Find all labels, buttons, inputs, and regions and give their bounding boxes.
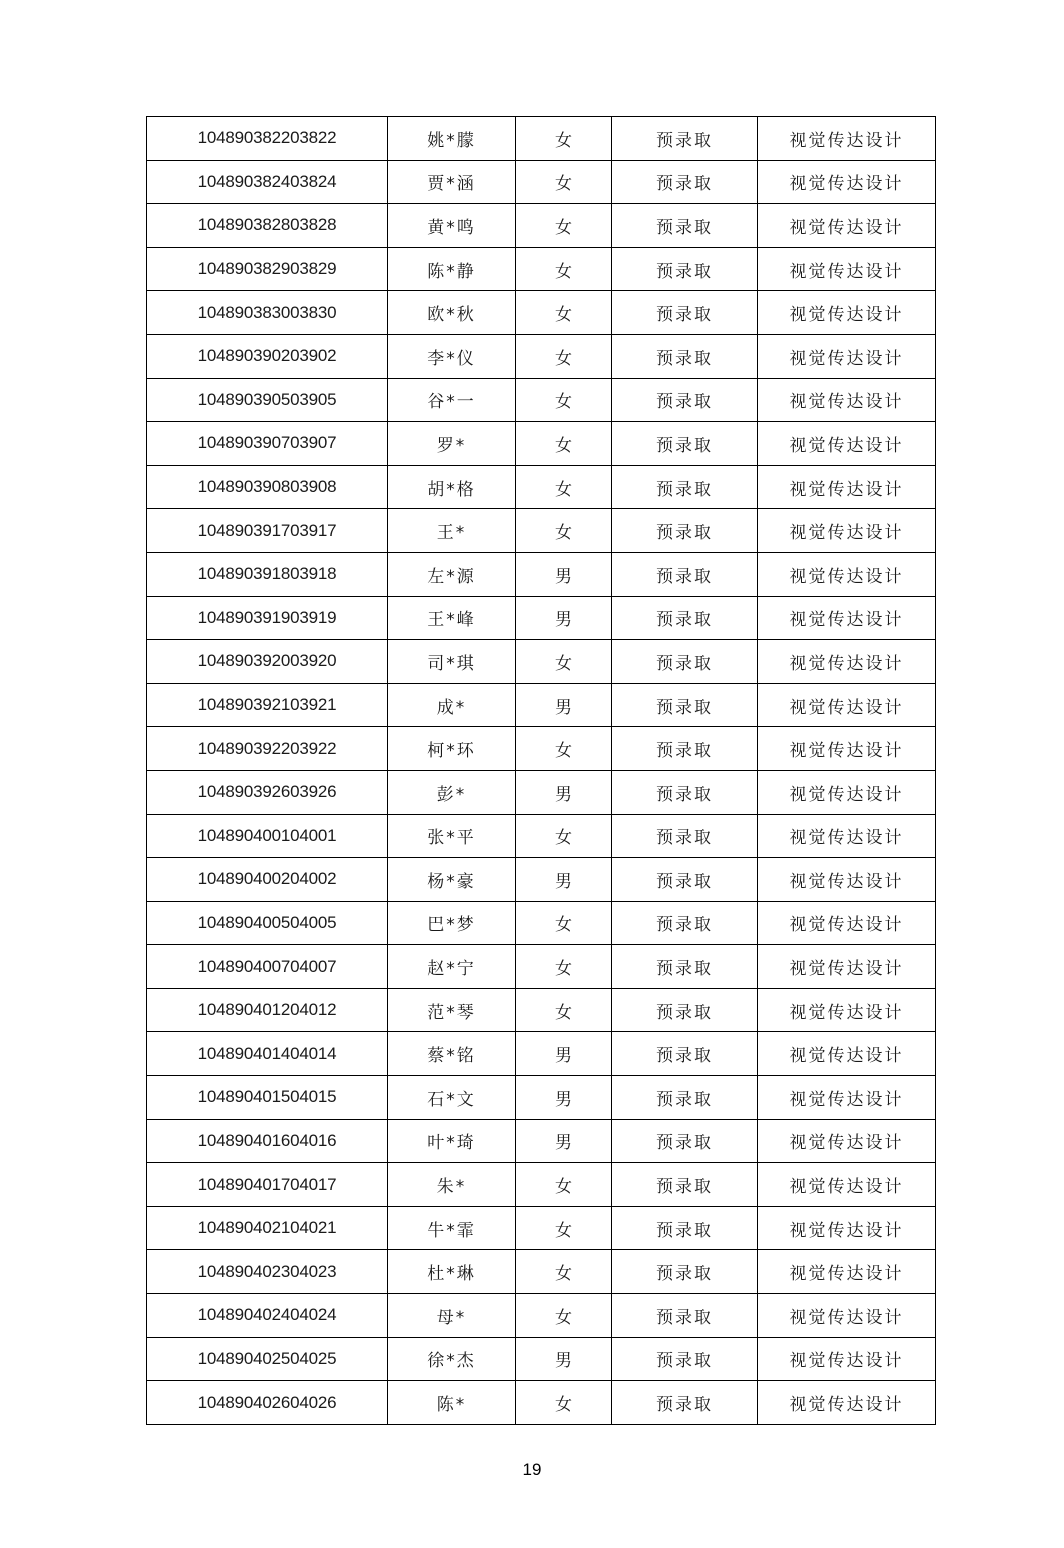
admission-status-cell: 预录取 <box>612 1294 758 1338</box>
admission-status-cell: 预录取 <box>612 1206 758 1250</box>
candidate-id-cell: 104890390203902 <box>147 334 388 378</box>
candidate-name-cell: 牛*霏 <box>388 1206 516 1250</box>
table-row <box>147 204 936 248</box>
candidate-name-cell: 王*峰 <box>388 596 516 640</box>
candidate-id-cell: 104890400104001 <box>147 814 388 858</box>
table-row <box>147 683 936 727</box>
candidate-name-cell: 李*仪 <box>388 334 516 378</box>
admission-status-cell: 预录取 <box>612 291 758 335</box>
candidate-name-cell: 范*琴 <box>388 988 516 1032</box>
candidate-name-cell: 姚*朦 <box>388 117 516 161</box>
major-cell: 视觉传达设计 <box>758 1119 936 1163</box>
candidate-name-cell: 石*文 <box>388 1076 516 1120</box>
major-cell: 视觉传达设计 <box>758 988 936 1032</box>
gender-cell: 女 <box>516 247 612 291</box>
gender-cell: 女 <box>516 378 612 422</box>
admission-status-cell: 预录取 <box>612 901 758 945</box>
major-cell: 视觉传达设计 <box>758 1294 936 1338</box>
major-cell: 视觉传达设计 <box>758 117 936 161</box>
table-row <box>147 160 936 204</box>
admission-status-cell: 预录取 <box>612 378 758 422</box>
admission-status-cell: 预录取 <box>612 1076 758 1120</box>
gender-cell: 男 <box>516 1337 612 1381</box>
candidate-id-cell: 104890391803918 <box>147 552 388 596</box>
major-cell: 视觉传达设计 <box>758 247 936 291</box>
major-cell: 视觉传达设计 <box>758 640 936 684</box>
table-row <box>147 1076 936 1120</box>
candidate-name-cell: 叶*琦 <box>388 1119 516 1163</box>
admission-status-cell: 预录取 <box>612 1119 758 1163</box>
candidate-id-cell: 104890392103921 <box>147 683 388 727</box>
candidate-id-cell: 104890400204002 <box>147 858 388 902</box>
major-cell: 视觉传达设计 <box>758 204 936 248</box>
table-row <box>147 770 936 814</box>
major-cell: 视觉传达设计 <box>758 291 936 335</box>
candidate-id-cell: 104890383003830 <box>147 291 388 335</box>
table-row <box>147 1119 936 1163</box>
candidate-name-cell: 徐*杰 <box>388 1337 516 1381</box>
major-cell: 视觉传达设计 <box>758 1163 936 1207</box>
gender-cell: 女 <box>516 814 612 858</box>
table-row <box>147 291 936 335</box>
gender-cell: 男 <box>516 1076 612 1120</box>
admission-status-cell: 预录取 <box>612 1032 758 1076</box>
admission-status-cell: 预录取 <box>612 509 758 553</box>
candidate-id-cell: 104890382903829 <box>147 247 388 291</box>
admission-status-cell: 预录取 <box>612 247 758 291</box>
admission-status-cell: 预录取 <box>612 204 758 248</box>
candidate-id-cell: 104890392003920 <box>147 640 388 684</box>
table-row <box>147 727 936 771</box>
candidate-id-cell: 104890401504015 <box>147 1076 388 1120</box>
admission-status-cell: 预录取 <box>612 727 758 771</box>
table-row <box>147 509 936 553</box>
candidate-name-cell: 母* <box>388 1294 516 1338</box>
major-cell: 视觉传达设计 <box>758 901 936 945</box>
candidate-name-cell: 贾*涵 <box>388 160 516 204</box>
gender-cell: 男 <box>516 596 612 640</box>
table-row <box>147 334 936 378</box>
gender-cell: 女 <box>516 1381 612 1425</box>
major-cell: 视觉传达设计 <box>758 552 936 596</box>
admission-status-cell: 预录取 <box>612 334 758 378</box>
candidate-name-cell: 胡*格 <box>388 465 516 509</box>
admission-status-cell: 预录取 <box>612 945 758 989</box>
admission-status-cell: 预录取 <box>612 422 758 466</box>
candidate-name-cell: 王* <box>388 509 516 553</box>
major-cell: 视觉传达设计 <box>758 1337 936 1381</box>
table-row <box>147 945 936 989</box>
gender-cell: 女 <box>516 117 612 161</box>
gender-cell: 女 <box>516 509 612 553</box>
candidate-id-cell: 104890391703917 <box>147 509 388 553</box>
candidate-name-cell: 赵*宁 <box>388 945 516 989</box>
admission-status-cell: 预录取 <box>612 988 758 1032</box>
major-cell: 视觉传达设计 <box>758 509 936 553</box>
table-row <box>147 1381 936 1425</box>
candidate-name-cell: 左*源 <box>388 552 516 596</box>
table-row <box>147 422 936 466</box>
candidate-name-cell: 陈* <box>388 1381 516 1425</box>
table-row <box>147 1294 936 1338</box>
gender-cell: 女 <box>516 988 612 1032</box>
major-cell: 视觉传达设计 <box>758 1032 936 1076</box>
gender-cell: 女 <box>516 465 612 509</box>
gender-cell: 女 <box>516 640 612 684</box>
candidate-name-cell: 司*琪 <box>388 640 516 684</box>
gender-cell: 男 <box>516 683 612 727</box>
admission-status-cell: 预录取 <box>612 814 758 858</box>
gender-cell: 女 <box>516 1206 612 1250</box>
candidate-name-cell: 杜*琳 <box>388 1250 516 1294</box>
candidate-name-cell: 柯*环 <box>388 727 516 771</box>
table-row <box>147 247 936 291</box>
candidate-name-cell: 杨*豪 <box>388 858 516 902</box>
major-cell: 视觉传达设计 <box>758 1206 936 1250</box>
admission-status-cell: 预录取 <box>612 683 758 727</box>
gender-cell: 女 <box>516 1250 612 1294</box>
candidate-id-cell: 104890402404024 <box>147 1294 388 1338</box>
candidate-id-cell: 104890382203822 <box>147 117 388 161</box>
table-row <box>147 596 936 640</box>
candidate-name-cell: 成* <box>388 683 516 727</box>
major-cell: 视觉传达设计 <box>758 1076 936 1120</box>
major-cell: 视觉传达设计 <box>758 378 936 422</box>
candidate-id-cell: 104890401704017 <box>147 1163 388 1207</box>
candidate-id-cell: 104890382803828 <box>147 204 388 248</box>
candidate-id-cell: 104890382403824 <box>147 160 388 204</box>
candidate-id-cell: 104890400504005 <box>147 901 388 945</box>
admission-status-cell: 预录取 <box>612 640 758 684</box>
major-cell: 视觉传达设计 <box>758 945 936 989</box>
major-cell: 视觉传达设计 <box>758 770 936 814</box>
table-row <box>147 1163 936 1207</box>
admission-status-cell: 预录取 <box>612 1163 758 1207</box>
major-cell: 视觉传达设计 <box>758 160 936 204</box>
major-cell: 视觉传达设计 <box>758 814 936 858</box>
candidate-id-cell: 104890401404014 <box>147 1032 388 1076</box>
candidate-id-cell: 104890401204012 <box>147 988 388 1032</box>
major-cell: 视觉传达设计 <box>758 422 936 466</box>
major-cell: 视觉传达设计 <box>758 1250 936 1294</box>
candidate-name-cell: 黄*鸣 <box>388 204 516 248</box>
admission-status-cell: 预录取 <box>612 117 758 161</box>
gender-cell: 男 <box>516 858 612 902</box>
table-row <box>147 640 936 684</box>
candidate-name-cell: 谷*一 <box>388 378 516 422</box>
gender-cell: 女 <box>516 727 612 771</box>
gender-cell: 女 <box>516 160 612 204</box>
table-row <box>147 1206 936 1250</box>
candidate-name-cell: 张*平 <box>388 814 516 858</box>
candidate-id-cell: 104890390803908 <box>147 465 388 509</box>
candidate-id-cell: 104890402604026 <box>147 1381 388 1425</box>
major-cell: 视觉传达设计 <box>758 596 936 640</box>
table-row <box>147 1032 936 1076</box>
table-row <box>147 814 936 858</box>
gender-cell: 女 <box>516 945 612 989</box>
major-cell: 视觉传达设计 <box>758 727 936 771</box>
gender-cell: 女 <box>516 1163 612 1207</box>
candidate-name-cell: 罗* <box>388 422 516 466</box>
major-cell: 视觉传达设计 <box>758 334 936 378</box>
admission-status-cell: 预录取 <box>612 1381 758 1425</box>
candidate-id-cell: 104890400704007 <box>147 945 388 989</box>
candidate-id-cell: 104890401604016 <box>147 1119 388 1163</box>
table-row <box>147 1250 936 1294</box>
table-row <box>147 552 936 596</box>
admission-status-cell: 预录取 <box>612 552 758 596</box>
gender-cell: 男 <box>516 552 612 596</box>
candidate-name-cell: 巴*梦 <box>388 901 516 945</box>
candidate-name-cell: 朱* <box>388 1163 516 1207</box>
candidate-id-cell: 104890402304023 <box>147 1250 388 1294</box>
gender-cell: 男 <box>516 1119 612 1163</box>
candidate-id-cell: 104890402504025 <box>147 1337 388 1381</box>
gender-cell: 女 <box>516 1294 612 1338</box>
gender-cell: 女 <box>516 291 612 335</box>
gender-cell: 男 <box>516 1032 612 1076</box>
table-row <box>147 117 936 161</box>
table-row <box>147 988 936 1032</box>
gender-cell: 女 <box>516 334 612 378</box>
table-row <box>147 1337 936 1381</box>
admission-status-cell: 预录取 <box>612 465 758 509</box>
major-cell: 视觉传达设计 <box>758 858 936 902</box>
gender-cell: 女 <box>516 204 612 248</box>
admission-status-cell: 预录取 <box>612 770 758 814</box>
table-row <box>147 858 936 902</box>
gender-cell: 女 <box>516 422 612 466</box>
page-number: 19 <box>522 1460 542 1479</box>
candidate-id-cell: 104890390503905 <box>147 378 388 422</box>
admission-status-cell: 预录取 <box>612 1250 758 1294</box>
admission-status-cell: 预录取 <box>612 1337 758 1381</box>
major-cell: 视觉传达设计 <box>758 465 936 509</box>
candidate-name-cell: 陈*静 <box>388 247 516 291</box>
candidate-id-cell: 104890390703907 <box>147 422 388 466</box>
table-row <box>147 378 936 422</box>
admission-status-cell: 预录取 <box>612 160 758 204</box>
table-row <box>147 465 936 509</box>
candidate-id-cell: 104890402104021 <box>147 1206 388 1250</box>
admission-table-body <box>147 117 936 1425</box>
candidate-name-cell: 蔡*铭 <box>388 1032 516 1076</box>
candidate-id-cell: 104890391903919 <box>147 596 388 640</box>
candidate-id-cell: 104890392203922 <box>147 727 388 771</box>
gender-cell: 女 <box>516 901 612 945</box>
table-row <box>147 901 936 945</box>
admission-table <box>146 116 936 1425</box>
gender-cell: 男 <box>516 770 612 814</box>
major-cell: 视觉传达设计 <box>758 1381 936 1425</box>
candidate-name-cell: 彭* <box>388 770 516 814</box>
candidate-name-cell: 欧*秋 <box>388 291 516 335</box>
admission-status-cell: 预录取 <box>612 596 758 640</box>
admission-status-cell: 预录取 <box>612 858 758 902</box>
candidate-id-cell: 104890392603926 <box>147 770 388 814</box>
major-cell: 视觉传达设计 <box>758 683 936 727</box>
